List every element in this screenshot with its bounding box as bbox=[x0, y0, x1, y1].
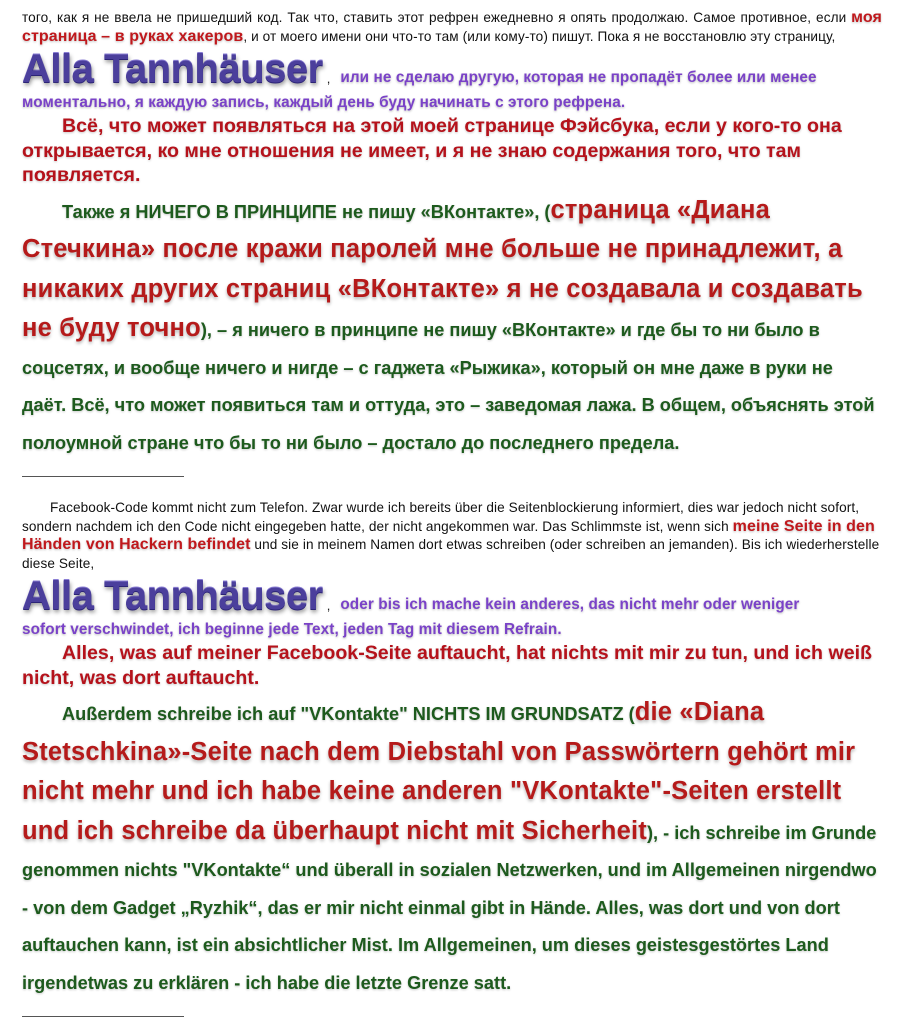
de-vkontakte-paragraph bbox=[22, 694, 882, 1002]
de-section-divider bbox=[22, 1016, 184, 1017]
de-intro-text-b: und sie in meinem Namen dort etwas schreiben (oder schreiben an jemanden). Bis ich wiederherstelle diese Seite, bbox=[22, 537, 880, 571]
ru-refrain-line-2: моментально, я каждую запись, каждый день буду начинать с этого рефрена. bbox=[22, 94, 626, 111]
ru-intro-text-b: , и от моего имени они что-то там (или кому-то) пишут. Пока я не восстановлю эту страницу, bbox=[243, 29, 836, 44]
de-refrain-line-2: sofort verschwindet, ich beginne jede Text, jeden Tag mit diesem Refrain. bbox=[22, 621, 562, 638]
ru-vkontakte-paragraph bbox=[22, 192, 882, 463]
de-vk-text-b: ), - ich schreibe im Grunde genommen nichts "VKontakte“ und überall in sozialen Netzwerken, und im Allgemeinen nirgendwo - von dem Gadget „Ryzhik“, das er mir nicht einmal gibt in Hände. Alles, was dort und von dort auftauchen kann, ist ein absichtlicher Mist. Im Allgemeinen, um dieses geistesgestörtes Land irgendetwas zu erklären - ich habe die letzte Grenze satt. bbox=[22, 822, 877, 993]
document-page bbox=[22, 8, 882, 1017]
de-vk-big-red: die «Diana Stetschkina»-Seite nach dem Diebstahl von Passwörtern gehört mir nicht mehr und ich habe keine anderen "VKontakte"-Seiten erstellt und ich schreibe da überhaupt nicht mit Sicherheit bbox=[22, 698, 856, 845]
ru-disclaimer-paragraph: Всё, что может появляться на этой моей странице Фэйсбука, если у кого-то она открывается, ко мне отношения не имеет, и я не знаю содержания того, что там появляется. bbox=[22, 115, 842, 186]
ru-vk-text-b: ), – я ничего в принципе не пишу «ВКонтакте» и где бы то ни было в соцсетях, и вообще ничего и нигде – с гаджета «Рыжика», который он мне даже в руки не даёт. Всё, что может появиться там и оттуда, это – заведомая лажа. В общем, объяснять этой полоумной стране что бы то ни было – достало до последнего предела. bbox=[22, 320, 875, 453]
ru-vk-big-red: страница «Диана Стечкина» после кражи паролей мне больше не принадлежит, а никаких других страниц «ВКонтакте» я не создавала и создавать не буду точно bbox=[22, 195, 863, 342]
de-disclaimer-paragraph: Alles, was auf meiner Facebook-Seite auftaucht, hat nichts mit mir zu tun, und ich weiß nicht, was dort auftaucht. bbox=[22, 642, 873, 689]
ru-intro-text-a: того, как я не ввела не пришедший код. Так что, ставить этот рефрен ежедневно я опять продолжаю. Самое противное, если bbox=[22, 10, 852, 25]
de-intro-highlight: meine Seite in den Händen von Hackern befindet bbox=[22, 517, 875, 553]
de-intro-text-a: Facebook-Code kommt nicht zum Telefon. Zwar wurde ich bereits über die Seitenblockierung informiert, dies war jedoch nicht sofort, sondern nachdem ich den Code nicht eingegeben hatte, der nicht angekommen war. Das Schlimmste ist, wenn sich bbox=[22, 500, 860, 534]
ru-author-logo: Alla Tannhäuser bbox=[22, 47, 323, 91]
ru-intro-paragraph bbox=[22, 8, 882, 46]
de-refrain-line-1: oder bis ich mache kein anderes, das nicht mehr oder weniger bbox=[340, 596, 800, 613]
ru-logo-comma: , bbox=[326, 71, 331, 86]
de-logo-line bbox=[22, 575, 882, 617]
de-intro-paragraph bbox=[22, 499, 882, 573]
de-author-logo: Alla Tannhäuser bbox=[22, 574, 323, 618]
ru-logo-line bbox=[22, 48, 882, 90]
de-logo-comma: , bbox=[326, 598, 331, 613]
ru-refrain-line-1: или не сделаю другую, которая не пропадёт более или менее bbox=[340, 69, 817, 86]
ru-vk-text-a: Также я НИЧЕГО В ПРИНЦИПЕ не пишу «ВКонтакте», ( bbox=[62, 201, 551, 222]
ru-section-divider bbox=[22, 476, 184, 477]
de-vk-text-a: Außerdem schreibe ich auf "VKontakte" NICHTS IM GRUNDSATZ ( bbox=[62, 704, 635, 724]
ru-intro-highlight: моя страница – в руках хакеров bbox=[22, 9, 882, 45]
